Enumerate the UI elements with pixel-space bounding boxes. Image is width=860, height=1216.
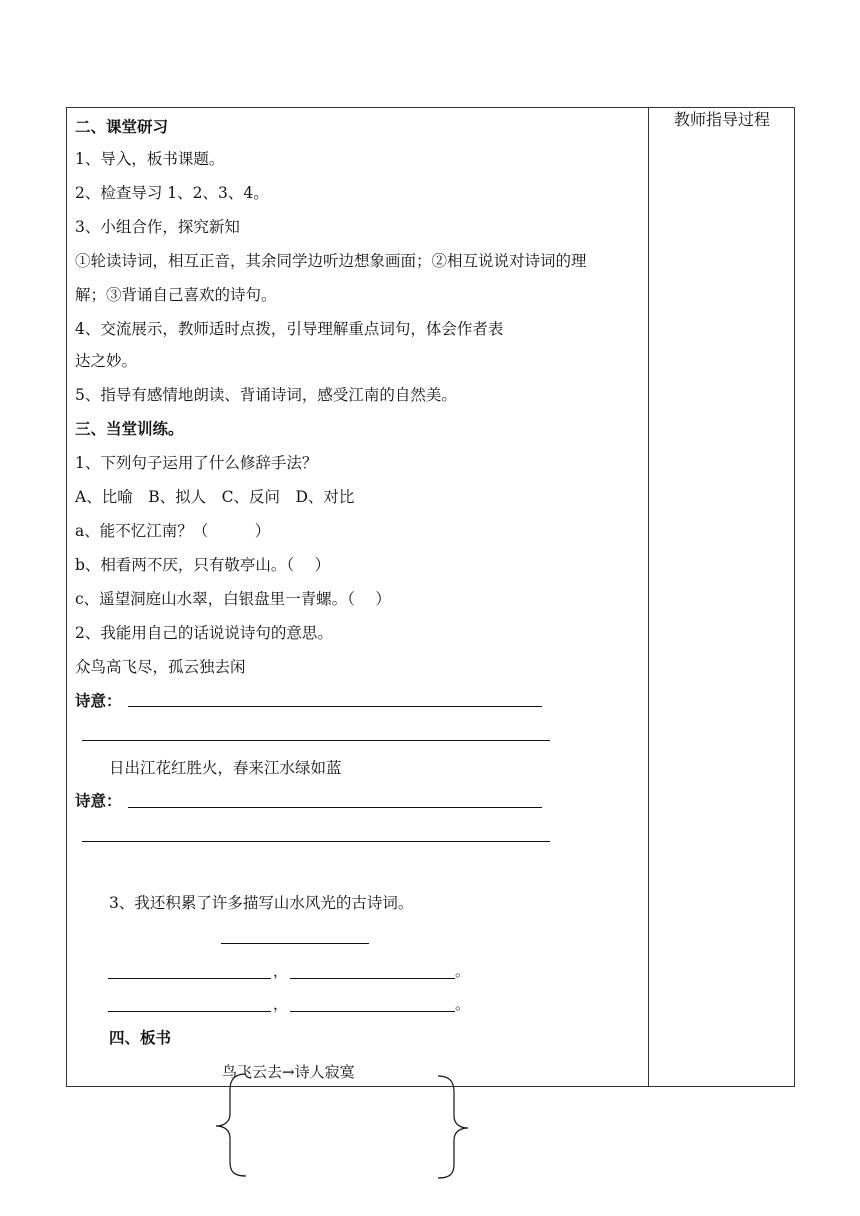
section2-item-3: 3、小组合作，探究新知 [75, 218, 240, 236]
poem-line-blank-2b[interactable] [290, 1011, 455, 1012]
section2-item-5b: 达之妙。 [75, 352, 138, 370]
meaning-label-2: 诗意： [75, 791, 122, 810]
section2-item-1: 1、导入，板书课题。 [75, 150, 225, 168]
section2-item-4b: 解；③背诵自己喜欢的诗句。 [75, 286, 277, 304]
q1-item-a: a、能不忆江南？（ ） [75, 522, 271, 540]
q3-prompt: 3、我还积累了许多描写山水风光的古诗词。 [109, 894, 414, 912]
q2-poem-2: 日出江花红胜火，春来江水绿如蓝 [109, 759, 342, 777]
q1-prompt: 1、下列句子运用了什么修辞手法？ [75, 454, 318, 472]
section2-item-5a: 4、交流展示，教师适时点拨，引导理解重点词句，体会作者表 [75, 320, 504, 338]
section3-title: 三、当堂训练。 [75, 419, 184, 438]
period-2: 。 [455, 995, 471, 1013]
comma-1: ， [273, 962, 289, 980]
section2-item-4a: ①轮读诗词，相互正音，其余同学边听边想象画面；②相互说说对诗词的理 [75, 252, 587, 270]
poem-line-blank-1b[interactable] [290, 978, 455, 979]
meaning-blank-1a[interactable] [128, 706, 542, 707]
meaning-label-1: 诗意： [75, 691, 122, 710]
meaning-blank-1b[interactable] [82, 740, 550, 741]
section2-title: 二、课堂研习 [75, 117, 169, 136]
left-brace-icon [212, 1070, 252, 1180]
poem-line-blank-2a[interactable] [108, 1011, 271, 1012]
column-divider [648, 107, 649, 1087]
right-brace-icon [432, 1072, 472, 1182]
q2-prompt: 2、我能用自己的话说说诗句的意思。 [75, 624, 333, 642]
board-line: 鸟飞云去→诗人寂寞 [222, 1063, 355, 1081]
q1-item-b: b、相看两不厌，只有敬亭山。（ ） [75, 556, 331, 574]
poem-title-blank[interactable] [221, 943, 369, 944]
q1-item-c: c、遥望洞庭山水翠，白银盘里一青螺。（ ） [75, 590, 391, 608]
period-1: 。 [455, 962, 471, 980]
section2-item-2: 2、检查导习 1、2、3、4。 [75, 184, 269, 202]
section4-title: 四、板书 [109, 1028, 172, 1047]
poem-line-blank-1a[interactable] [108, 978, 271, 979]
teacher-guidance-header: 教师指导过程 [673, 110, 770, 129]
comma-2: ， [273, 995, 289, 1013]
q2-poem-1: 众鸟高飞尽，孤云独去闲 [75, 658, 246, 676]
meaning-blank-2b[interactable] [82, 841, 550, 842]
section2-item-6: 5、指导有感情地朗读、背诵诗词，感受江南的自然美。 [75, 386, 457, 404]
q1-options: A、比喻 B、拟人 C、反问 D、对比 [75, 488, 355, 506]
meaning-blank-2a[interactable] [128, 807, 542, 808]
